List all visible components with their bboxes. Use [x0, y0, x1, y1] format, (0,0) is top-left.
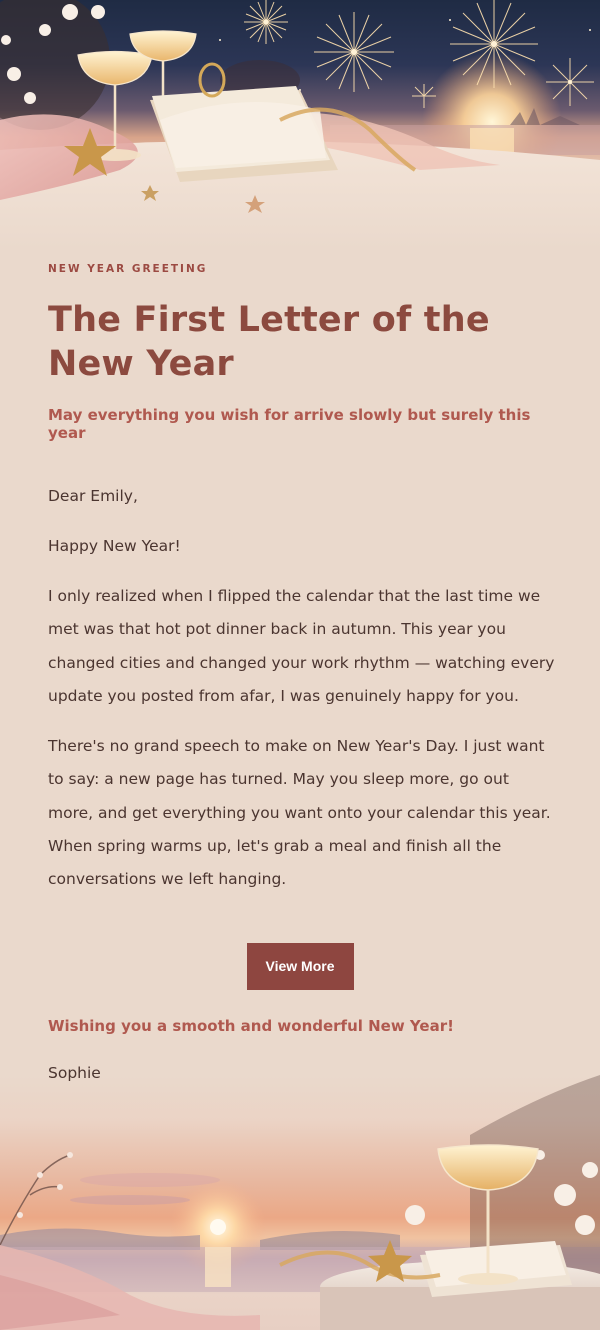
footer-illustration	[0, 1075, 600, 1330]
page-title: The First Letter of the New Year	[48, 300, 490, 384]
letter-greeting: Dear Emily,	[48, 487, 138, 505]
cta-container	[48, 943, 552, 990]
letter-paragraph-1: I only realized when I flipped the calendar that the last time we met was that hot pot dinner back in autumn. This year you changed cities and changed your work rhythm — watching every update you posted from afar, I was genuinely happy for you.	[48, 587, 555, 705]
signature: Sophie	[48, 1064, 101, 1082]
letter-opening: Happy New Year!	[48, 537, 181, 555]
view-more-button[interactable]: View More	[247, 943, 354, 990]
fireworks-illustration-icon	[0, 0, 600, 250]
letter-paragraph-2: There's no grand speech to make on New Year's Day. I just want to say: a new page has turned. May you sleep more, go out more, and get everything you want onto your calendar this year. When spring warms up, let's grab a meal and finish all the conversations we left hanging.	[48, 737, 551, 889]
eyebrow-label: NEW YEAR GREETING	[48, 263, 208, 275]
header-illustration	[0, 0, 600, 250]
subtitle: May everything you wish for arrive slowly but surely this year	[48, 406, 531, 442]
closing-line: Wishing you a smooth and wonderful New Year!	[48, 1017, 454, 1035]
sunset-illustration-icon	[0, 1075, 600, 1330]
